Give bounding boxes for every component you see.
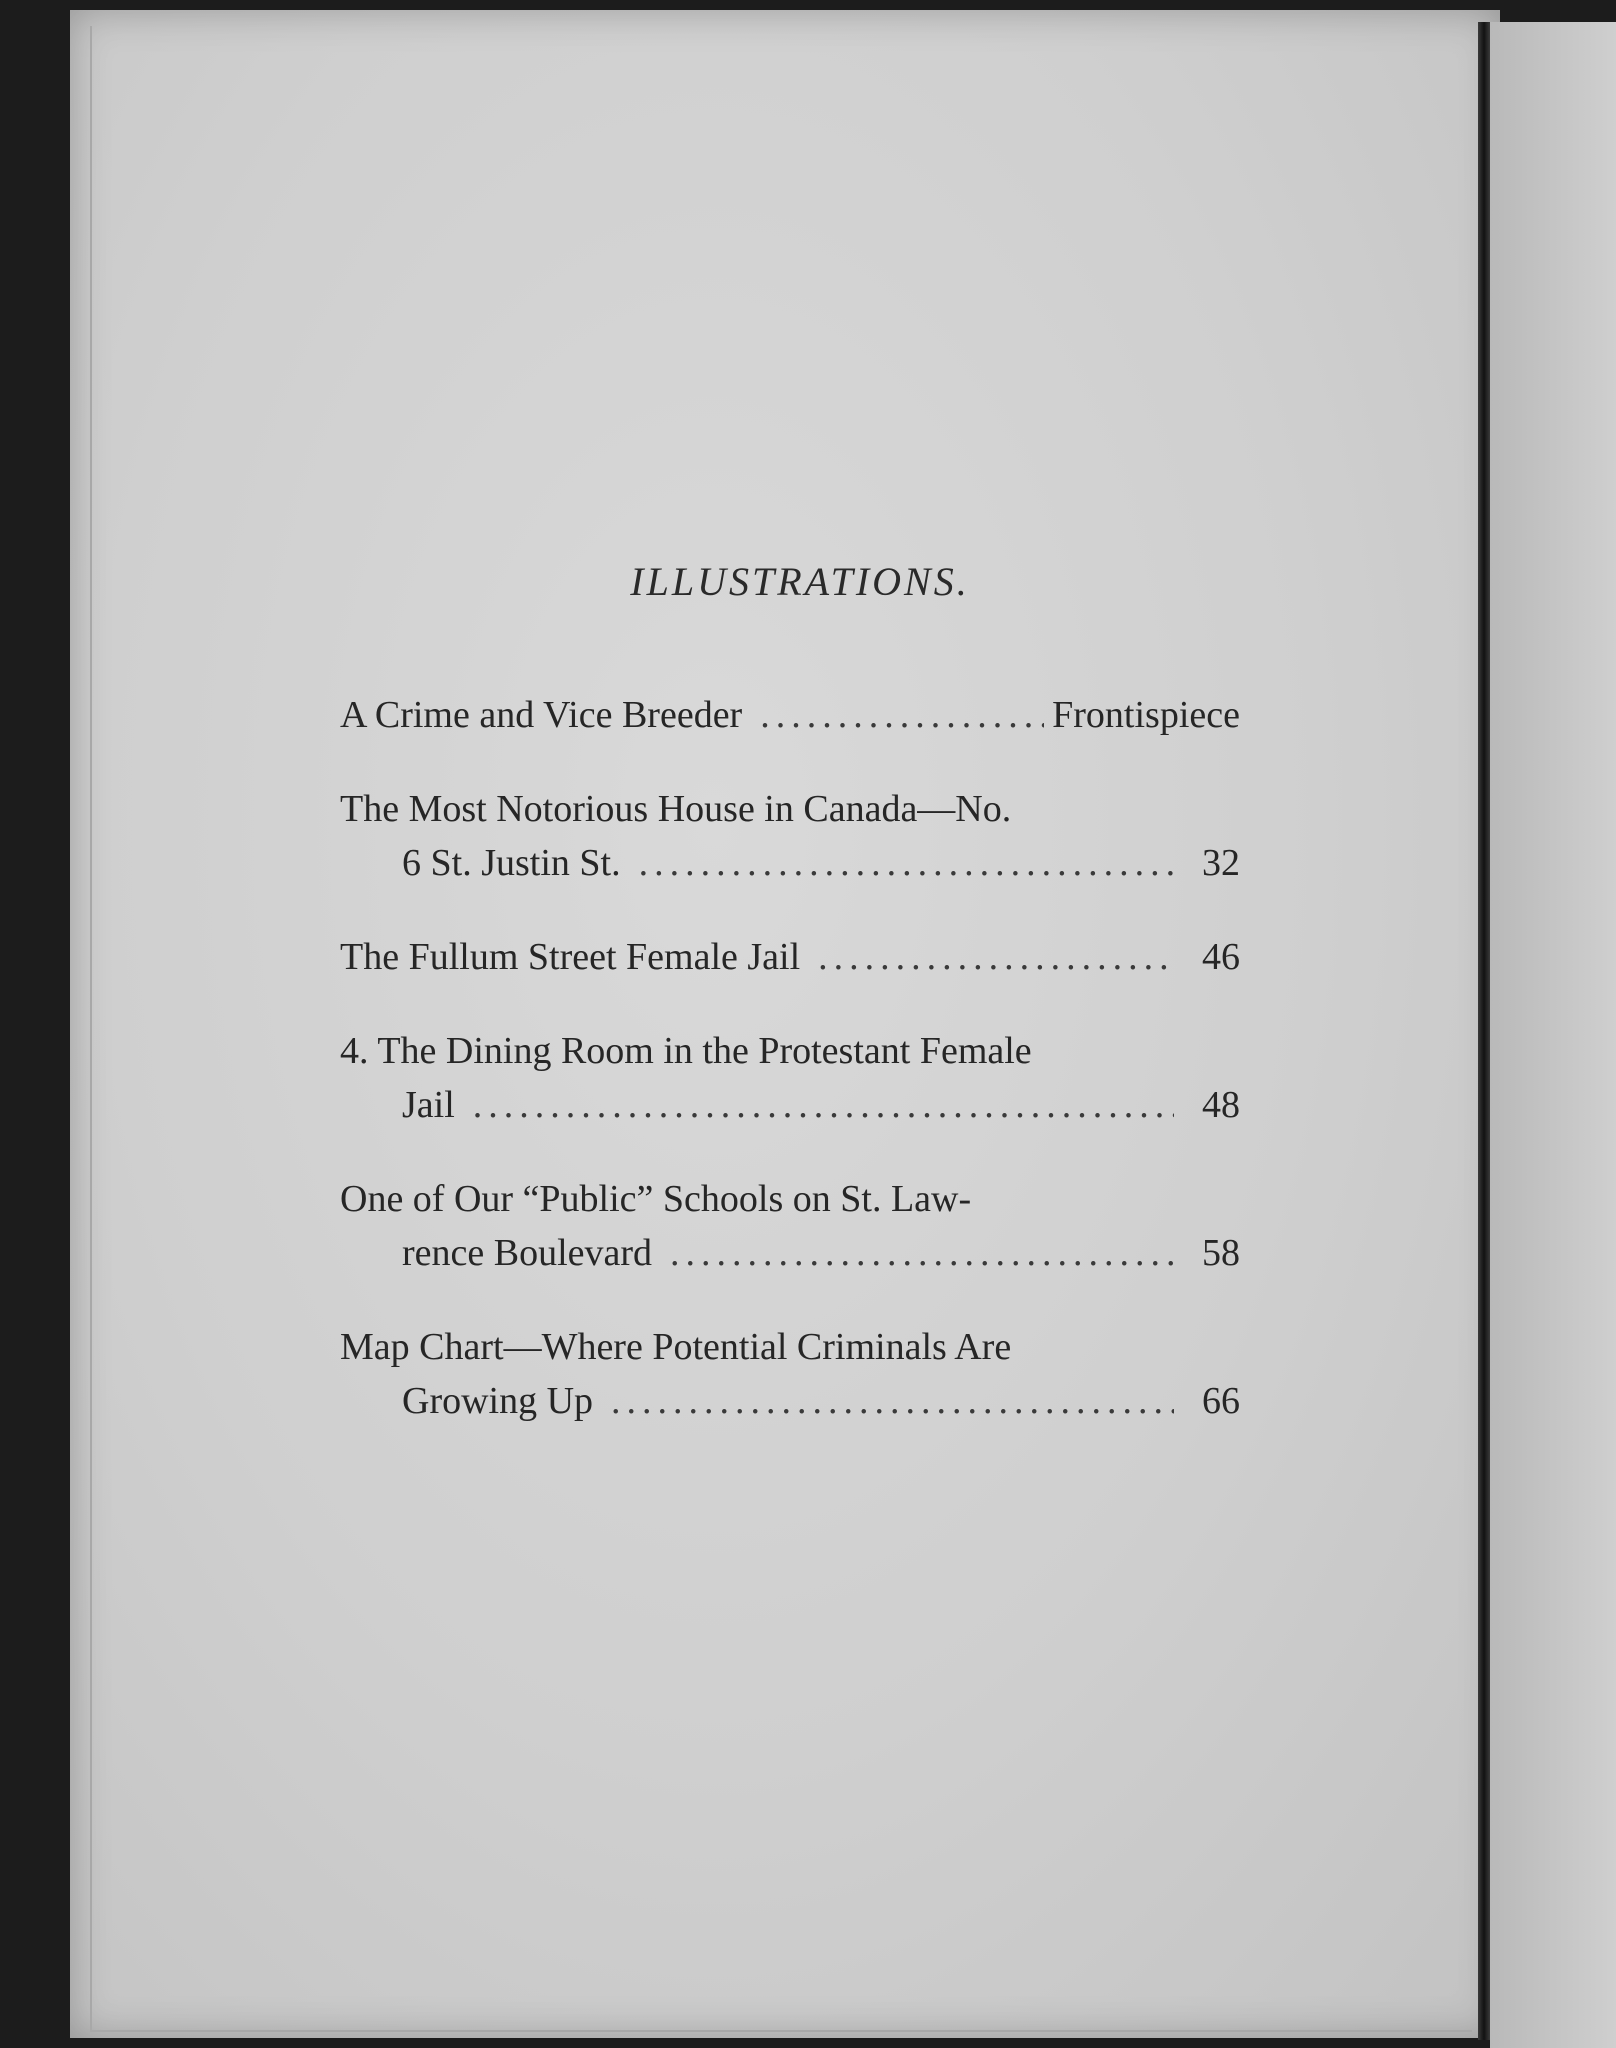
- dot-leader: [473, 1078, 1174, 1132]
- entry-page: 32: [1202, 842, 1240, 884]
- entry-page: 66: [1202, 1380, 1240, 1422]
- page-title: ILLUSTRATIONS.: [630, 559, 970, 604]
- entry-title: 4. The Dining Room in the Protestant Female: [340, 1030, 1032, 1072]
- list-item: [340, 688, 1240, 742]
- list-item: [340, 1320, 1240, 1428]
- entry-page: Frontispiece: [1052, 694, 1240, 736]
- list-item: [340, 782, 1240, 890]
- entry-title-continued: Growing Up: [402, 1380, 594, 1422]
- entry-title: A Crime and Vice Breeder: [340, 694, 743, 736]
- list-item: [340, 1172, 1240, 1280]
- entry-title: Map Chart—Where Potential Criminals Are: [340, 1326, 1012, 1368]
- dot-leader: [818, 930, 1174, 984]
- entry-title: The Most Notorious House in Canada—No.: [340, 788, 1012, 830]
- dot-leader: [639, 836, 1174, 890]
- dot-leader: [611, 1374, 1174, 1428]
- entry-page: 48: [1202, 1084, 1240, 1126]
- entry-title: The Fullum Street Female Jail: [340, 936, 801, 978]
- entry-page: 58: [1202, 1232, 1240, 1274]
- list-item: [340, 930, 1240, 984]
- facing-page-edge: [1490, 22, 1616, 2048]
- entry-title: One of Our “Public” Schools on St. Law-: [340, 1178, 972, 1220]
- illustrations-list: [340, 688, 1240, 1468]
- book-spine: [1478, 22, 1490, 2040]
- dot-leader: [670, 1226, 1174, 1280]
- dot-leader: [760, 688, 1044, 742]
- list-item: [340, 1024, 1240, 1132]
- entry-title-continued: 6 St. Justin St.: [402, 842, 621, 884]
- entry-title-continued: rence Boulevard: [402, 1232, 653, 1274]
- entry-page: 46: [1202, 936, 1240, 978]
- entry-title-continued: Jail: [402, 1084, 455, 1126]
